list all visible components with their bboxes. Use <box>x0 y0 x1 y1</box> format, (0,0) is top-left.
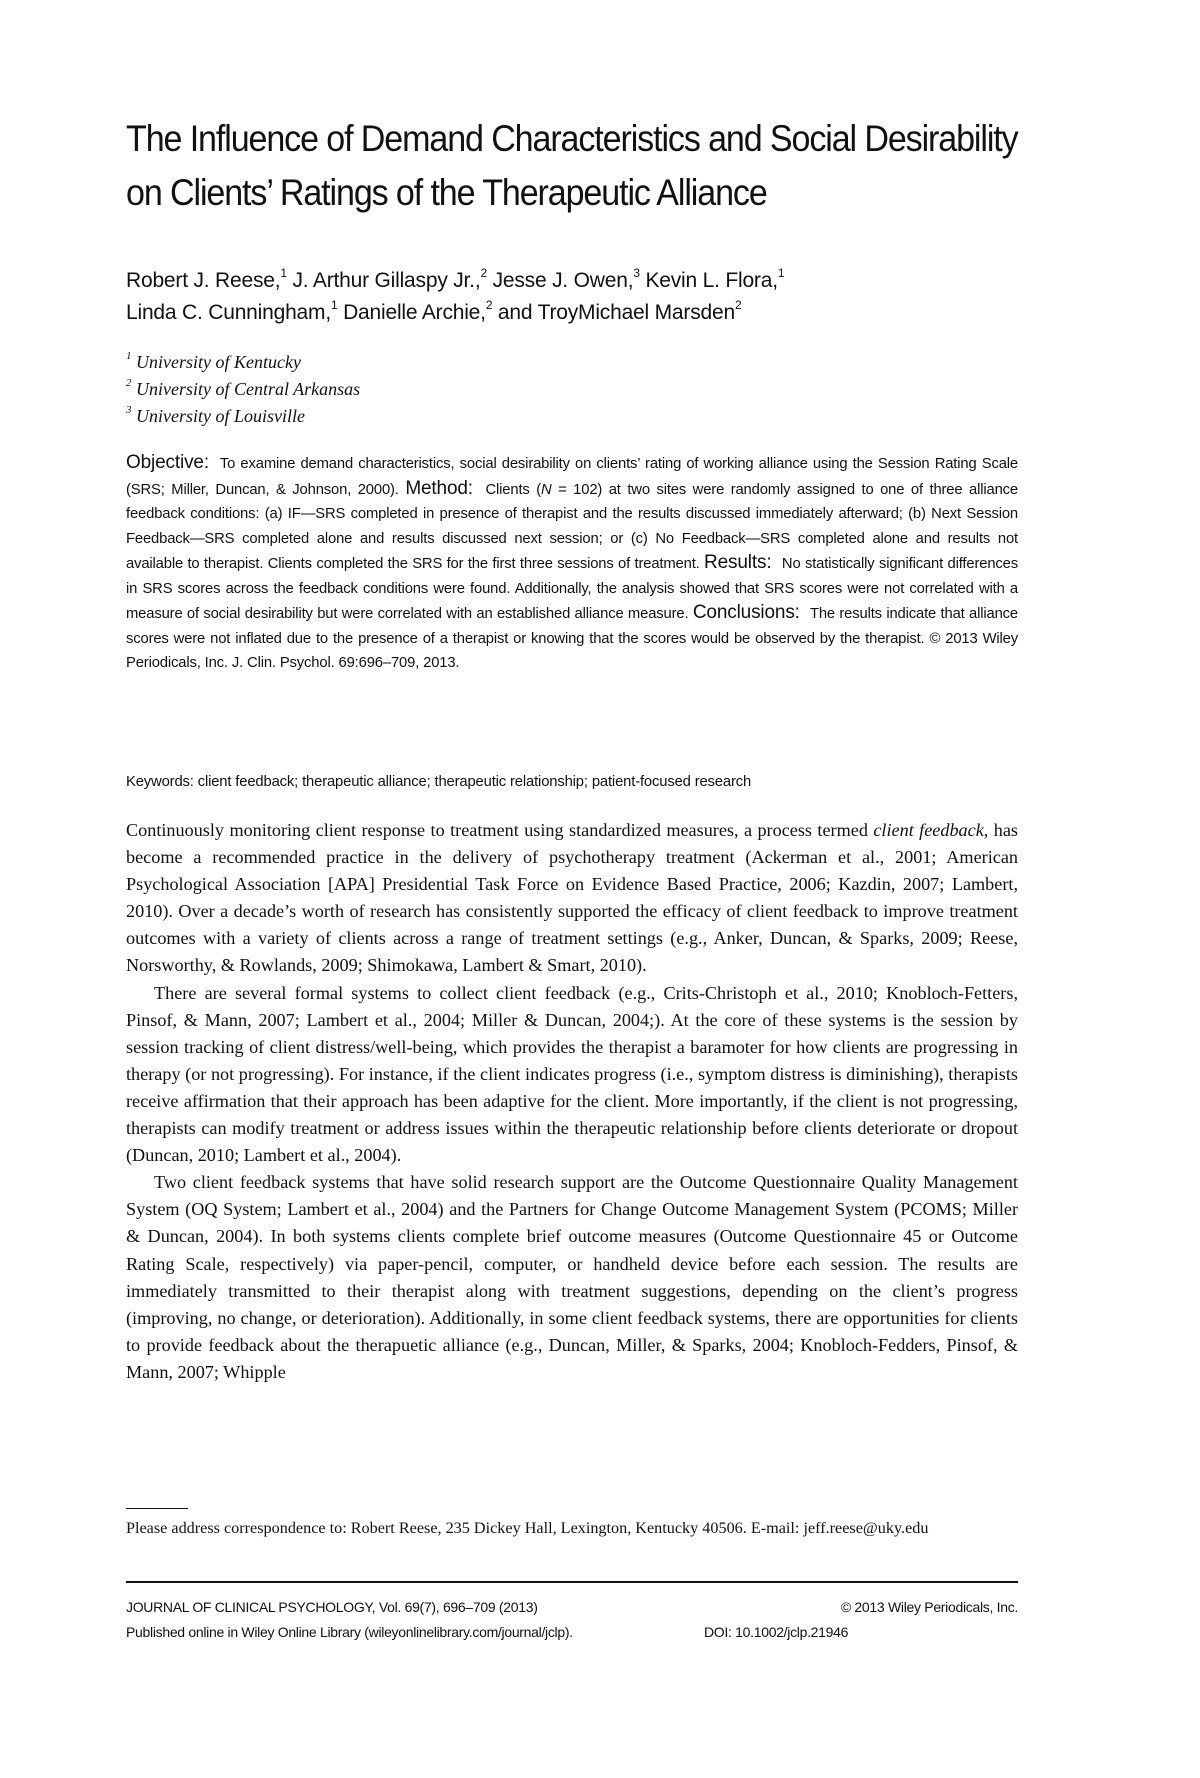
journal-citation: JOURNAL OF CLINICAL PSYCHOLOGY, Vol. 69(7), 696–709 (2013) <box>126 1599 538 1615</box>
affiliation-marker: 2 <box>734 298 742 312</box>
author-list <box>126 265 1018 329</box>
author-name: Robert J. Reese, <box>126 269 281 292</box>
affiliation-list <box>126 349 1018 430</box>
emphasized-term: client feedback <box>873 820 984 840</box>
author-name: J. Arthur Gillaspy Jr., <box>286 269 481 292</box>
abstract <box>126 451 1018 676</box>
body-paragraph-1 <box>126 817 1018 980</box>
author-name: Danielle Archie, <box>337 301 486 324</box>
affiliation-number: 1 <box>126 350 132 362</box>
journal-citation-line <box>126 1596 1018 1618</box>
article-title <box>126 112 1018 220</box>
abstract-sample-size-symbol: N <box>541 481 552 498</box>
affiliation-marker: 1 <box>330 298 338 312</box>
doi: DOI: 10.1002/jclp.21946 <box>704 1624 849 1640</box>
abstract-conclusions-label: Conclusions: <box>692 602 800 623</box>
affiliation-marker: 2 <box>480 266 487 280</box>
title-line-2: on Clients’ Ratings of the Therapeutic Alliance <box>126 172 767 213</box>
online-library-note: Published online in Wiley Online Library (wileyonlinelibrary.com/journal/jclp). <box>126 1624 573 1640</box>
affiliation-item <box>126 349 1018 376</box>
affiliation-marker: 1 <box>280 266 287 280</box>
affiliation-number: 3 <box>126 404 132 416</box>
abstract-conclusions-text: The results indicate that alliance scores were not inflated due to the presence of a therapist or knowing that the scores would be observed by the therapist. <box>126 606 1018 647</box>
affiliation-number: 2 <box>126 377 132 389</box>
affiliation-marker: 3 <box>633 266 640 280</box>
paragraph-text: Continuously monitoring client response to treatment using standardized measures, a process termed <box>126 820 874 840</box>
online-publication-line <box>126 1621 1018 1643</box>
abstract-objective-text: To examine demand characteristics, social desirability on clients’ rating of working alliance using the Session Rating Scale (SRS; Miller, Duncan, & Johnson, 2000). <box>126 456 1019 498</box>
author-name: Jesse J. Owen, <box>486 269 634 292</box>
footer-rule <box>126 1581 1018 1583</box>
abstract-results-text: No statistically significant differences in SRS scores across the feedback conditions were found. Additionally, the analysis showed that SRS scores were not correlated with a measure of social desirability but were correlated with an established alliance measure. <box>126 556 1018 622</box>
footnote-rule <box>126 1508 188 1509</box>
affiliation-marker: 1 <box>777 266 785 280</box>
title-line-1: The Influence of Demand Characteristics and Social Desirability <box>126 118 1018 159</box>
affiliation-item <box>126 403 1018 430</box>
author-line-1 <box>126 265 1018 297</box>
abstract-method-text: Clients ( <box>485 481 542 498</box>
author-line-2 <box>126 297 1018 329</box>
abstract-results-label: Results: <box>704 552 772 573</box>
affiliation-name: University of Central Arkansas <box>136 379 361 399</box>
body-paragraph-2: There are several formal systems to collect client feedback (e.g., Crits-Christoph et al., 2010; Knobloch-Fetters, Pinsof, & Mann, 2007; Lambert et al., 2004; Miller & Duncan, 2004;). At the core of these systems is the session by session tracking of client distress/well-being, which provides the therapist a baramoter for how clients are progressing in therapy (or not progressing). For instance, if the client indicates progress (i.e., symptom distress is diminishing), therapists receive affirmation that their approach has been adaptive for the client. More importantly, if the client is not progressing, therapists can modify treatment or address issues within the therapeutic relationship before clients deteriorate or dropout (Duncan, 2010; Lambert et al., 2004). <box>126 982 1018 1166</box>
affiliation-item <box>126 376 1018 403</box>
abstract-method-text-cont: = 102) at two sites were randomly assigned to one of three alliance feedback conditions: (a) IF—SRS completed in presence of therapist and the results discussed immediately afterward; (b) Next Session Feedback—SRS completed alone and results discussed next session; or (c) No Feedback—SRS completed alone and results not available to therapist. Clients completed the SRS for the first three sessions of treatment. <box>126 481 1018 572</box>
publisher-copyright: © 2013 Wiley Periodicals, Inc. <box>840 1599 1018 1615</box>
author-name: Kevin L. Flora, <box>639 269 778 292</box>
paragraph-text: , has become a recommended practice in the delivery of psychotherapy treatment (Ackerman et al., 2001; American Psychological Association [APA] Presidential Task Force on Evidence Based Practice, 2006; Kazdin, 2007; Lambert, 2010). Over a decade’s worth of research has consistently supported the efficacy of client feedback to improve treatment outcomes with a variety of clients across a range of treatment settings (e.g., Anker, Duncan, & Sparks, 2009; Reese, Norsworthy, & Rowlands, 2009; Shimokawa, Lambert & Smart, 2010). <box>126 820 1018 976</box>
correspondence-footnote: Please address correspondence to: Robert Reese, 235 Dickey Hall, Lexington, Kentucky 40506. E-mail: jeff.reese@uky.edu <box>126 1519 929 1537</box>
body-text <box>126 817 1018 1386</box>
body-paragraph-3: Two client feedback systems that have solid research support are the Outcome Questionnaire Quality Management System (OQ System; Lambert et al., 2004) and the Partners for Change Outcome Management System (PCOMS; Miller & Duncan, 2004). In both systems clients complete brief outcome measures (Outcome Questionnaire 45 or Outcome Rating Scale, respectively) via paper-pencil, computer, or handheld device before each session. The results are immediately transmitted to their therapist along with treatment suggestions, depending on the client’s progress (improving, no change, or deterioration). Additionally, in some client feedback systems, there are opportunities for clients to provide feedback about the therapuetic alliance (e.g., Duncan, Miller, & Sparks, 2004; Knobloch-Fedders, Pinsof, & Mann, 2007; Whipple <box>126 1172 1018 1382</box>
keywords: Keywords: client feedback; therapeutic alliance; therapeutic relationship; patient-focused research <box>126 774 752 790</box>
abstract-copyright: © 2013 Wiley Periodicals, Inc. J. Clin. Psychol. 69:696–709, 2013. <box>126 630 1018 671</box>
abstract-method-label: Method: <box>405 477 473 499</box>
author-name: and TroyMichael Marsden <box>492 301 735 324</box>
affiliation-name: University of Kentucky <box>136 352 301 372</box>
abstract-objective-label: Objective: <box>126 452 209 473</box>
author-name: Linda C. Cunningham, <box>126 301 331 324</box>
affiliation-marker: 2 <box>485 298 493 312</box>
affiliation-name: University of Louisville <box>136 406 305 426</box>
